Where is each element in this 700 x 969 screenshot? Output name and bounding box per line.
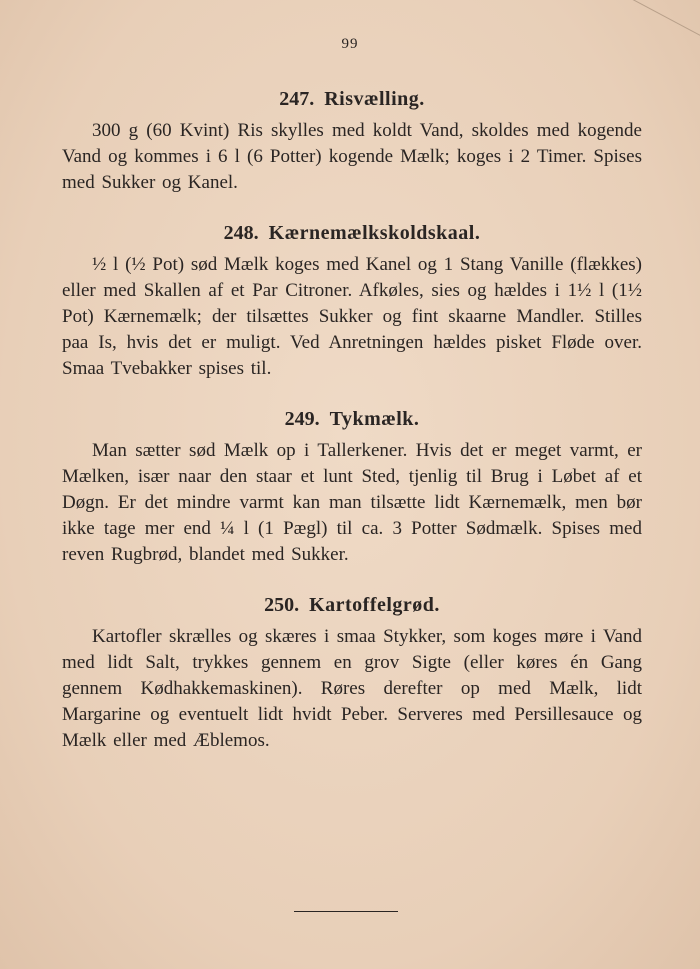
recipe-list (62, 86, 642, 778)
recipe-heading (62, 220, 642, 246)
recipe-number: 247. (279, 88, 315, 110)
recipe-number: 248. (223, 222, 259, 244)
recipe-title: Kærnemælkskoldskaal. (268, 222, 481, 244)
page-corner-fold (621, 0, 700, 36)
recipe-text: 300 g (60 Kvint) Ris skylles med koldt Vand, skoldes med kogende Vand og kommes i 6 l (6 Potter) kogende Mælk; koges i 2 Timer. Spises med Sukker og Kanel. (62, 120, 642, 193)
recipe-248 (62, 220, 642, 382)
recipe-text: ½ l (½ Pot) sød Mælk koges med Kanel og 1 Stang Vanille (flækkes) eller med Skallen af et Par Citroner. Afkøles, sies og hældes i 1½ l (1½ Pot) Kærnemælk; der tilsættes Sukker og fint skaarne Mandler. Stilles paa Is, hvis det er muligt. Ved Anretningen hældes pisket Fløde over. Smaa Tvebakker spises til. (62, 254, 642, 379)
recipe-title: Tykmælk. (329, 408, 420, 430)
recipe-title: Risvælling. (324, 88, 425, 110)
recipe-250 (62, 592, 642, 754)
recipe-number: 250. (264, 594, 300, 616)
page-number: 99 (341, 36, 359, 52)
recipe-text: Man sætter sød Mælk op i Tallerkener. Hvis det er meget varmt, er Mælken, især naar den staar et lunt Sted, tjenlig til Brug i Løbet af et Døgn. Er det mindre varmt kan man tilsætte lidt Kærnemælk, men bør ikke tage mer end ¼ l (1 Pægl) til ca. 3 Potter Sødmælk. Spises med reven Rugbrød, blandet med Sukker. (62, 440, 642, 565)
recipe-heading (62, 86, 642, 112)
recipe-249 (62, 406, 642, 568)
end-divider-rule (294, 911, 398, 912)
recipe-title: Kartoffelgrød. (309, 594, 440, 616)
recipe-heading (62, 592, 642, 618)
recipe-247 (62, 86, 642, 196)
recipe-number: 249. (284, 408, 320, 430)
recipe-text: Kartofler skrælles og skæres i smaa Stykker, som koges møre i Vand med lidt Salt, trykkes gennem en grov Sigte (eller køres én Gang gennem Kødhakkemaskinen). Røres derefter op med Mælk, lidt Margarine og eventuelt lidt hvidt Peber. Serveres med Persillesauce og Mælk eller med Æblemos. (62, 626, 642, 751)
recipe-heading (62, 406, 642, 432)
